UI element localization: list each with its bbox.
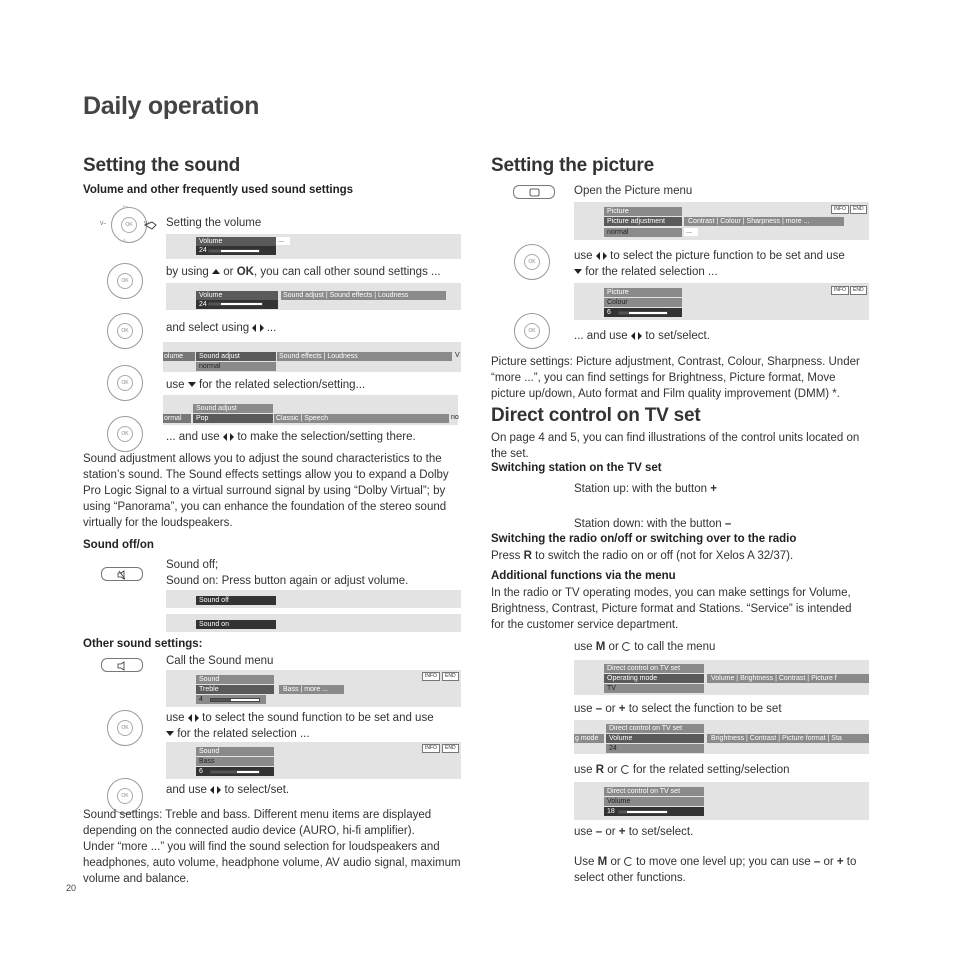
- ok-key-icon: OK: [514, 313, 550, 349]
- osd-sound-off: Sound off: [166, 590, 461, 608]
- osd-direct-volume: Direct control on TV set g mode Volume Brightness | Contrast | Picture format | Sta 24: [574, 720, 869, 754]
- left-arrow-icon: [188, 714, 192, 722]
- sound-paragraph-3: Under “more ...” you will find the sound selection for loudspeakers and headphones, auto volume, headphone volume, AV audio signal, maximum volume and balance.: [83, 841, 461, 885]
- picture-step2-cont: for the related selection ...: [574, 265, 718, 281]
- menu-step5: Use M or to move one level up; you can use – or + to: [574, 856, 857, 868]
- osd-direct-volume-set: Direct control on TV set Volume 18: [574, 782, 869, 820]
- station-up: Station up: with the button +: [574, 483, 717, 495]
- osd-sound-tabs: Sound adjust | Sound effects | Loudness: [281, 291, 446, 300]
- osd-sound-on: Sound on: [166, 614, 461, 632]
- picture-button: [513, 185, 555, 199]
- down-arrow-icon: [188, 382, 196, 387]
- additional-paragraph: In the radio or TV operating modes, you can make settings for Volume, Brightness, Contrast, Picture format and Stations. “Service” is intended for the customer service department.: [491, 587, 852, 631]
- page-number: 20: [66, 883, 77, 893]
- osd-sound-bar: Volume Sound adjust | Sound effects | Loudness 24: [166, 283, 461, 310]
- osd-sound-menu: Sound INFO END Treble Bass | more ... 4: [166, 670, 461, 707]
- osd-direct-menu: Direct control on TV set Operating mode Volume | Brightness | Contrast | Picture f TV: [574, 660, 869, 695]
- right-arrow-icon: [230, 433, 234, 441]
- left-arrow-icon: [596, 252, 600, 260]
- picture-heading: Setting the picture: [491, 155, 654, 176]
- sound-heading: Setting the sound: [83, 155, 241, 176]
- right-arrow-icon: [260, 324, 264, 332]
- menu-step2: use – or + to select the function to be set: [574, 703, 782, 715]
- sound-step4: use for the related selection/setting...: [166, 379, 366, 391]
- other2-cont: for the related selection ...: [166, 727, 310, 743]
- end-badge: END: [442, 672, 459, 681]
- other-heading: Other sound settings:: [83, 638, 203, 650]
- sound-subheading: Volume and other frequently used sound settings: [83, 184, 354, 196]
- osd-volume-value: 24: [199, 247, 207, 254]
- hand-pointer-icon: [144, 219, 158, 231]
- station-down: Station down: with the button –: [574, 518, 732, 530]
- osd-sound-adjust-pop: Sound adjust ormal Pop Classic | Speech no: [163, 395, 458, 425]
- picture-icon: [514, 187, 554, 199]
- mute-button: [101, 567, 143, 581]
- radio-text: Press R to switch the radio on or off (not for Xelos A 32/37).: [491, 550, 794, 562]
- osd-sound-bass: Sound INFO END Bass 6: [166, 742, 461, 779]
- osd-volume-slider: [208, 249, 260, 253]
- other1: Call the Sound menu: [166, 655, 274, 667]
- menu-step4: use – or + to set/select.: [574, 826, 694, 838]
- p-plus-label: P+: [123, 204, 129, 209]
- info-badge: INFO: [422, 672, 440, 681]
- other3: and use to select/set.: [166, 784, 290, 796]
- radio-heading: Switching the radio on/off or switching over to the radio: [491, 533, 797, 545]
- ok-key-icon: OK: [107, 313, 143, 349]
- additional-heading: Additional functions via the menu: [491, 570, 676, 582]
- down-arrow-icon: [166, 731, 174, 736]
- sound-paragraph-2: Sound settings: Treble and bass. Different menu items are displayed depending on the connected audio device (AURO, hi-fi amplifier).: [83, 809, 432, 837]
- direct-heading: Direct control on TV set: [491, 405, 701, 426]
- right-arrow-icon: [638, 332, 642, 340]
- mute-icon: [102, 569, 142, 581]
- up-arrow-icon: [212, 269, 220, 274]
- menu-step3: use R or for the related setting/selection: [574, 764, 790, 776]
- page-title: Daily operation: [83, 92, 260, 120]
- ok-key-icon: OK: [514, 244, 550, 280]
- sound-button: [101, 658, 143, 672]
- osd-sound-adjust: olume Sound adjust Sound effects | Loudness V normal: [163, 342, 461, 372]
- ok-key-icon: OK: [107, 710, 143, 746]
- refresh-icon: [624, 857, 633, 866]
- direct-intro: On page 4 and 5, you can find illustrations of the control units located on the set.: [491, 432, 860, 460]
- sound-off-line1: Sound off;: [166, 559, 219, 571]
- right-arrow-icon: [217, 786, 221, 794]
- left-arrow-icon: [210, 786, 214, 794]
- ok-key-icon: OK: [107, 778, 143, 814]
- v-plus-label: V+: [144, 221, 151, 227]
- picture-paragraph: Picture settings: Picture adjustment, Contrast, Colour, Sharpness. Under “more ...”, you can find settings for Brightness, Picture format, Move picture up/down, Auto format and Film quality improvement (DMM) *.: [491, 356, 860, 400]
- down-arrow-icon: [574, 269, 582, 274]
- remote-volume-keys-icon: [100, 204, 156, 244]
- ok-key-label: OK: [121, 217, 137, 233]
- other2: use to select the sound function to be set and use: [166, 712, 434, 724]
- sound-step5: ... and use to make the selection/setting there.: [166, 431, 416, 443]
- sound-paragraph: Sound adjustment allows you to adjust the sound characteristics to the station’s sound. The Sound effects settings allow you to expand a Dolby Pro Logic Signal to a virtual surround signal by using “Dolby Virtual”; by using “Panorama”, you can enhance the foundation of the stereo sound virtually for the loudspeakers.: [83, 453, 449, 529]
- switch-heading: Switching station on the TV set: [491, 462, 662, 474]
- speaker-icon: [102, 660, 142, 672]
- sound-step2: by using or OK, you can call other sound settings ...: [166, 266, 441, 278]
- v-minus-label: V–: [100, 221, 107, 227]
- osd-volume: [166, 234, 461, 259]
- ok-key-icon: OK: [107, 263, 143, 299]
- osd-volume-label: Volume: [196, 237, 276, 246]
- left-arrow-icon: [223, 433, 227, 441]
- left-arrow-icon: [252, 324, 256, 332]
- sound-off-line2: Sound on: Press button again or adjust volume.: [166, 575, 409, 587]
- sound-step1: Setting the volume: [166, 217, 262, 229]
- right-arrow-icon: [195, 714, 199, 722]
- right-arrow-icon: [603, 252, 607, 260]
- ok-key-icon: OK: [107, 416, 143, 452]
- sound-step3: and select using ...: [166, 322, 277, 334]
- menu-step5-cont: select other functions.: [574, 872, 686, 884]
- picture-step3: ... and use to set/select.: [574, 330, 710, 342]
- sound-off-heading: Sound off/on: [83, 539, 154, 551]
- refresh-icon: [622, 642, 631, 651]
- osd-dots: ...: [276, 237, 290, 245]
- osd-picture-colour: Picture INFO END Colour 6: [574, 283, 869, 320]
- p-minus-label: P–: [123, 238, 128, 243]
- osd-picture-menu: Picture INFO END Picture adjustment Contrast | Colour | Sharpness | more ... normal ...: [574, 202, 869, 240]
- picture-step1: Open the Picture menu: [574, 185, 693, 197]
- ok-key-icon: OK: [107, 365, 143, 401]
- left-arrow-icon: [631, 332, 635, 340]
- menu-step1: use M or to call the menu: [574, 641, 716, 653]
- picture-step2: use to select the picture function to be set and use: [574, 250, 845, 262]
- refresh-icon: [621, 765, 630, 774]
